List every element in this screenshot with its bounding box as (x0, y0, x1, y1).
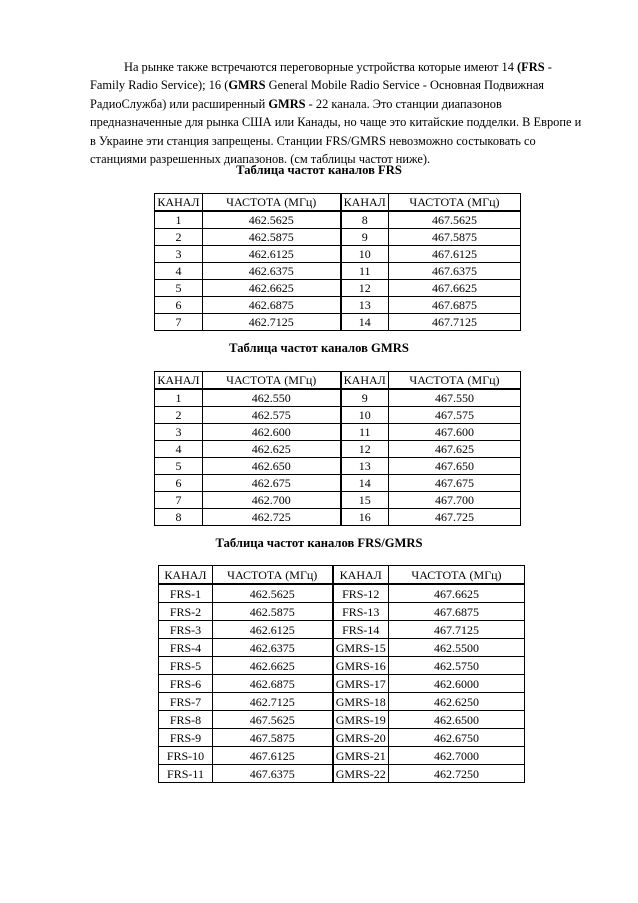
frs-abbr: (FRS (517, 60, 545, 74)
table-cell: 467.625 (389, 441, 521, 458)
table-cell: 467.7125 (389, 621, 525, 639)
table-header-row (155, 194, 521, 212)
table-cell: 467.6875 (389, 297, 521, 314)
column-header: ЧАСТОТА (МГц) (389, 372, 521, 390)
table-cell: 14 (341, 475, 389, 492)
table-cell: 12 (341, 441, 389, 458)
column-header: ЧАСТОТА (МГц) (203, 372, 341, 390)
table-cell: 1 (155, 389, 203, 407)
intro-text-4: - 22 канала. Это станции диапазонов предназначенные для рынка США или Канады, но чаще это китайские подделки. В Европе и в Украине эти станция запрещены. Станции FRS/GMRS невозможно состыковать со станциями разрешенных диапазонов. (см таблицы частот ниже). (90, 96, 582, 167)
table-cell: 5 (155, 280, 203, 297)
table-cell: 4 (155, 263, 203, 280)
table-cell: 14 (341, 314, 389, 331)
table-cell: GMRS-20 (333, 729, 389, 747)
column-header: ЧАСТОТА (МГц) (389, 566, 525, 585)
table-cell: 467.650 (389, 458, 521, 475)
table-cell: 462.675 (203, 475, 341, 492)
table-row (155, 509, 521, 526)
table-cell: 462.6500 (389, 711, 525, 729)
table-cell: 462.7000 (389, 747, 525, 765)
intro-text-2: - Family Radio Service); 16 ( (90, 60, 552, 93)
table-row (155, 492, 521, 509)
intro-text-1: На рынке также встречаются переговорные устройства которые имеют 14 (124, 60, 518, 74)
table-cell: 462.6875 (203, 297, 341, 314)
table-cell: 462.600 (203, 424, 341, 441)
table-row (155, 297, 521, 314)
table-cell: 3 (155, 246, 203, 263)
table-header-row (155, 372, 521, 390)
table-cell: 462.6000 (389, 675, 525, 693)
table-cell: 462.625 (203, 441, 341, 458)
table-cell: GMRS-19 (333, 711, 389, 729)
table-cell: FRS-5 (159, 657, 213, 675)
column-header: ЧАСТОТА (МГц) (389, 194, 521, 212)
table-cell: 467.7125 (389, 314, 521, 331)
column-header: КАНАЛ (159, 566, 213, 585)
table-cell: 3 (155, 424, 203, 441)
table-cell: 11 (341, 424, 389, 441)
table-cell: 10 (341, 407, 389, 424)
table-row (155, 280, 521, 297)
table-cell: 467.6375 (213, 765, 333, 783)
table-row (159, 693, 525, 711)
intro-paragraph (90, 58, 590, 168)
table-row (159, 765, 525, 783)
table-cell: 1 (155, 211, 203, 229)
table-cell: 8 (155, 509, 203, 526)
table-cell: GMRS-22 (333, 765, 389, 783)
table-cell: 467.6125 (389, 246, 521, 263)
table-cell: FRS-6 (159, 675, 213, 693)
table-caption-frs-gmrs: Таблица частот каналов FRS/GMRS (215, 536, 423, 550)
gmrs-abbr: GMRS (228, 78, 266, 93)
table-cell: 6 (155, 475, 203, 492)
table-row (155, 389, 521, 407)
table-cell: 462.5500 (389, 639, 525, 657)
column-header: КАНАЛ (341, 372, 389, 390)
table-cell: 15 (341, 492, 389, 509)
table-cell: FRS-9 (159, 729, 213, 747)
table-cell: 467.6875 (389, 603, 525, 621)
table-cell: 7 (155, 314, 203, 331)
table-row (159, 729, 525, 747)
column-header: ЧАСТОТА (МГц) (213, 566, 333, 585)
table-cell: 5 (155, 458, 203, 475)
table-row (155, 458, 521, 475)
table-cell: 13 (341, 458, 389, 475)
table-cell: 12 (341, 280, 389, 297)
table-cell: 467.600 (389, 424, 521, 441)
table-cell: 462.6750 (389, 729, 525, 747)
table-row (159, 584, 525, 603)
table-cell: 9 (341, 229, 389, 246)
table-cell: 462.5875 (213, 603, 333, 621)
table-cell: 467.5625 (389, 211, 521, 229)
table-cell: 462.5625 (203, 211, 341, 229)
table-cell: 462.6625 (203, 280, 341, 297)
table-row (159, 639, 525, 657)
table-cell: 9 (341, 389, 389, 407)
table-cell: 462.6375 (213, 639, 333, 657)
table-caption-gmrs: Таблица частот каналов GMRS (229, 341, 409, 355)
table-cell: 467.6375 (389, 263, 521, 280)
table-caption-frs: Таблица частот каналов FRS (236, 163, 402, 177)
table-cell: 462.6625 (213, 657, 333, 675)
table-cell: FRS-4 (159, 639, 213, 657)
column-header: КАНАЛ (333, 566, 389, 585)
table-cell: 2 (155, 407, 203, 424)
table-cell: 467.6625 (389, 280, 521, 297)
table-cell: FRS-7 (159, 693, 213, 711)
table-cell: GMRS-18 (333, 693, 389, 711)
table-row (159, 657, 525, 675)
table-header-row (159, 566, 525, 585)
table-cell: 467.6625 (389, 584, 525, 603)
table-cell: GMRS-16 (333, 657, 389, 675)
table-row (159, 675, 525, 693)
table-row (159, 621, 525, 639)
table-cell: FRS-8 (159, 711, 213, 729)
table-row (159, 747, 525, 765)
table-cell: 16 (341, 509, 389, 526)
table-cell: GMRS-21 (333, 747, 389, 765)
table-cell: 462.5625 (213, 584, 333, 603)
table-cell: FRS-11 (159, 765, 213, 783)
frs-frequency-table (154, 193, 521, 331)
column-header: КАНАЛ (341, 194, 389, 212)
table-cell: 462.6875 (213, 675, 333, 693)
table-cell: 2 (155, 229, 203, 246)
table-cell: 462.6125 (203, 246, 341, 263)
table-cell: 467.5875 (213, 729, 333, 747)
table-cell: 462.5875 (203, 229, 341, 246)
table-cell: 13 (341, 297, 389, 314)
table-cell: 462.725 (203, 509, 341, 526)
column-header: КАНАЛ (155, 372, 203, 390)
gmrs-abbr: GMRS (268, 96, 306, 111)
table-cell: 462.550 (203, 389, 341, 407)
table-cell: FRS-10 (159, 747, 213, 765)
table-row (155, 314, 521, 331)
table-cell: 462.5750 (389, 657, 525, 675)
table-cell: FRS-14 (333, 621, 389, 639)
table-cell: 11 (341, 263, 389, 280)
table-cell: 8 (341, 211, 389, 229)
table-row (155, 229, 521, 246)
table-cell: FRS-13 (333, 603, 389, 621)
table-row (155, 424, 521, 441)
intro-text-3: General Mobile Radio Service - Основная Подвижная РадиоСлужба) или расширенный (90, 78, 545, 111)
gmrs-frequency-table (154, 371, 521, 526)
table-row (155, 246, 521, 263)
table-cell: 4 (155, 441, 203, 458)
table-cell: 462.575 (203, 407, 341, 424)
table-cell: 10 (341, 246, 389, 263)
table-cell: 462.7125 (203, 314, 341, 331)
table-row (159, 711, 525, 729)
table-row (155, 475, 521, 492)
table-cell: 462.7125 (213, 693, 333, 711)
table-cell: FRS-3 (159, 621, 213, 639)
table-cell: 467.5875 (389, 229, 521, 246)
table-row (155, 263, 521, 280)
table-cell: 467.550 (389, 389, 521, 407)
table-cell: FRS-12 (333, 584, 389, 603)
table-cell: 467.575 (389, 407, 521, 424)
frs-gmrs-frequency-table (158, 565, 525, 783)
table-row (155, 211, 521, 229)
table-cell: FRS-1 (159, 584, 213, 603)
table-cell: 467.725 (389, 509, 521, 526)
table-cell: 467.6125 (213, 747, 333, 765)
column-header: ЧАСТОТА (МГц) (203, 194, 341, 212)
table-row (155, 441, 521, 458)
table-cell: 462.6250 (389, 693, 525, 711)
table-cell: 467.675 (389, 475, 521, 492)
table-cell: 467.700 (389, 492, 521, 509)
table-cell: FRS-2 (159, 603, 213, 621)
table-cell: 462.6125 (213, 621, 333, 639)
table-row (155, 407, 521, 424)
table-cell: GMRS-15 (333, 639, 389, 657)
column-header: КАНАЛ (155, 194, 203, 212)
table-cell: 462.6375 (203, 263, 341, 280)
table-cell: 7 (155, 492, 203, 509)
table-cell: 6 (155, 297, 203, 314)
table-cell: GMRS-17 (333, 675, 389, 693)
table-row (159, 603, 525, 621)
table-cell: 462.7250 (389, 765, 525, 783)
table-cell: 467.5625 (213, 711, 333, 729)
table-cell: 462.700 (203, 492, 341, 509)
table-cell: 462.650 (203, 458, 341, 475)
